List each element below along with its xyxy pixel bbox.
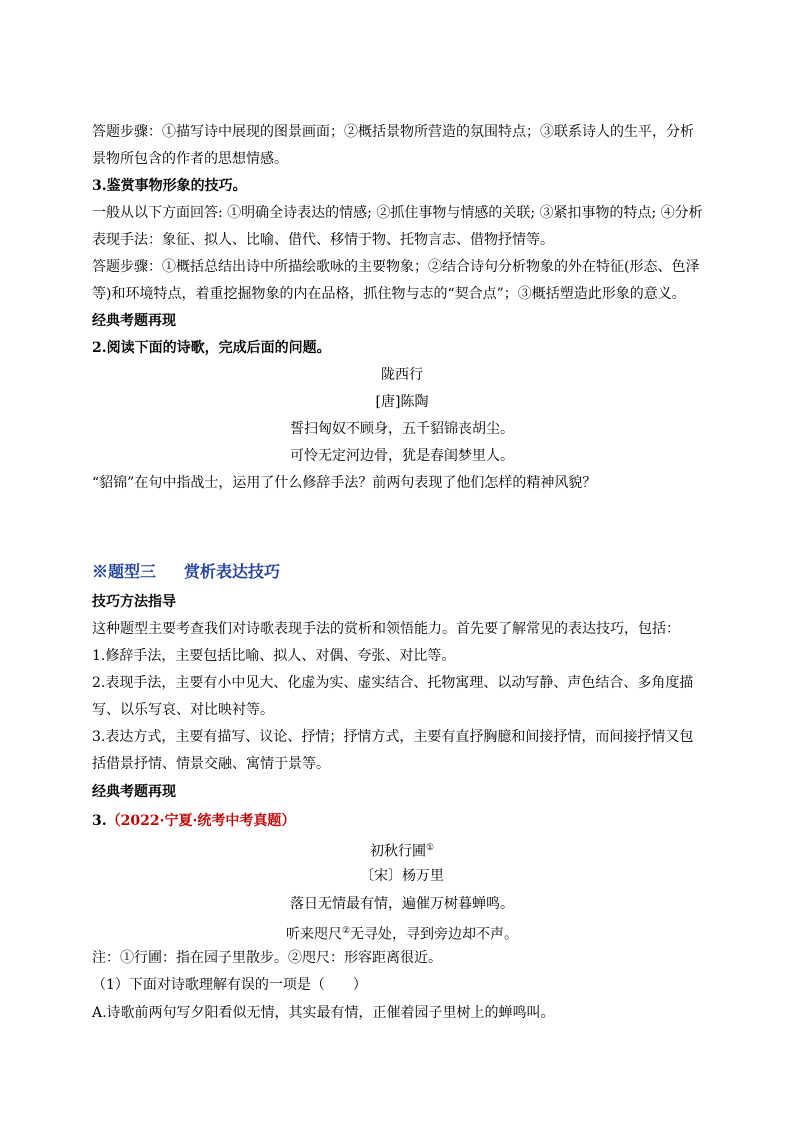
poem-line: 落日无情最有情，遍催万树暮蝉鸣。 bbox=[290, 896, 514, 912]
intro-text: 这种题型主要考查我们对诗歌表现手法的赏析和领悟能力。首先要了解常见的表达技巧，包括： bbox=[92, 621, 680, 637]
question-text: “貂锦”在句中指战士，运用了什么修辞手法？前两句表现了他们怎样的精神风貌？ bbox=[92, 475, 597, 491]
section-heading bbox=[92, 562, 712, 582]
answer-steps-line: 答题步骤：①概括总结出诗中所描绘歌咏的主要物象；②结合诗句分析物象的外在特征(形态、色泽 bbox=[92, 259, 700, 275]
question-header bbox=[92, 811, 712, 831]
list-item: 3.表达方式，主要有描写、议论、抒情；抒情方式，主要有直抒胸臆和间接抒情，而间接抒情又包 bbox=[92, 729, 694, 745]
footnote-marker: ② bbox=[341, 926, 351, 936]
poem-author: [唐]陈陶 bbox=[375, 394, 429, 410]
poem-title-text: 初秋行圃 bbox=[369, 843, 426, 860]
answer-steps-line: 等)和环境特点，着重挖掘物象的内在品格，抓住物与志的“契合点”；③概括塑造此形象的意义。 bbox=[92, 286, 686, 302]
poem-line-part: 无寻处，寻到旁边却不声。 bbox=[350, 926, 519, 943]
subsection-title: 3.鉴赏事物形象的技巧。 bbox=[92, 178, 247, 194]
poem-line: 可怜无定河边骨，犹是春闺梦里人。 bbox=[290, 448, 514, 464]
list-item: 1.修辞手法，主要包括比喻、拟人、对偶、夸张、对比等。 bbox=[92, 648, 456, 664]
poem-title: 陇西行 bbox=[381, 367, 423, 383]
list-item: 括借景抒情、情景交融、寓情于景等。 bbox=[92, 756, 330, 772]
question-number: 3. bbox=[92, 813, 107, 829]
sub-question: （1）下面对诗歌理解有误的一项是（ ） bbox=[92, 977, 367, 993]
answer-steps-line: 答题步骤：①描写诗中展现的图景画面；②概括景物所营造的氛围特点；③联系诗人的生平，分析 bbox=[92, 124, 694, 140]
poem-title bbox=[92, 838, 712, 862]
classic-exam-label: 经典考题再现 bbox=[92, 784, 176, 800]
section-heading-title: 赏析表达技巧 bbox=[184, 562, 281, 581]
section-heading-prefix: ※题型三 bbox=[92, 562, 157, 581]
poem-line-part: 听来咫尺 bbox=[285, 926, 342, 943]
footnote-marker: ① bbox=[425, 843, 435, 853]
classic-exam-label: 经典考题再现 bbox=[92, 313, 176, 329]
list-item: 写、以乐写哀、对比映衬等。 bbox=[92, 702, 274, 718]
poem-line bbox=[92, 921, 712, 945]
poem-line: 誓扫匈奴不顾身，五千貂锦丧胡尘。 bbox=[290, 421, 514, 437]
answer-steps-line: 景物所包含的作者的思想情感。 bbox=[92, 151, 288, 167]
option-a: A.诗歌前两句写夕阳看似无情，其实最有情，正催着园子里树上的蝉鸣叫。 bbox=[92, 1005, 555, 1021]
question-source: （2022·宁夏·统考中考真题） bbox=[106, 813, 296, 829]
question-title: 2.阅读下面的诗歌，完成后面的问题。 bbox=[92, 340, 331, 356]
poem-author: 〔宋〕杨万里 bbox=[360, 868, 444, 884]
method-guide-label: 技巧方法指导 bbox=[92, 594, 176, 610]
general-answer-line: 一般从以下方面回答: ①明确全诗表达的情感; ②抓住事物与情感的关联; ③紧扣事物的特点; ④分析 bbox=[92, 205, 703, 221]
list-item: 2.表现手法，主要有小中见大、化虚为实、虚实结合、托物寓理、以动写静、声色结合、多角度描 bbox=[92, 675, 694, 691]
general-answer-line: 表现手法：象征、拟人、比喻、借代、移情于物、托物言志、借物抒情等。 bbox=[92, 232, 554, 248]
footnote-text: 注：①行圃：指在园子里散步。②咫尺：形容距离很近。 bbox=[92, 950, 442, 966]
